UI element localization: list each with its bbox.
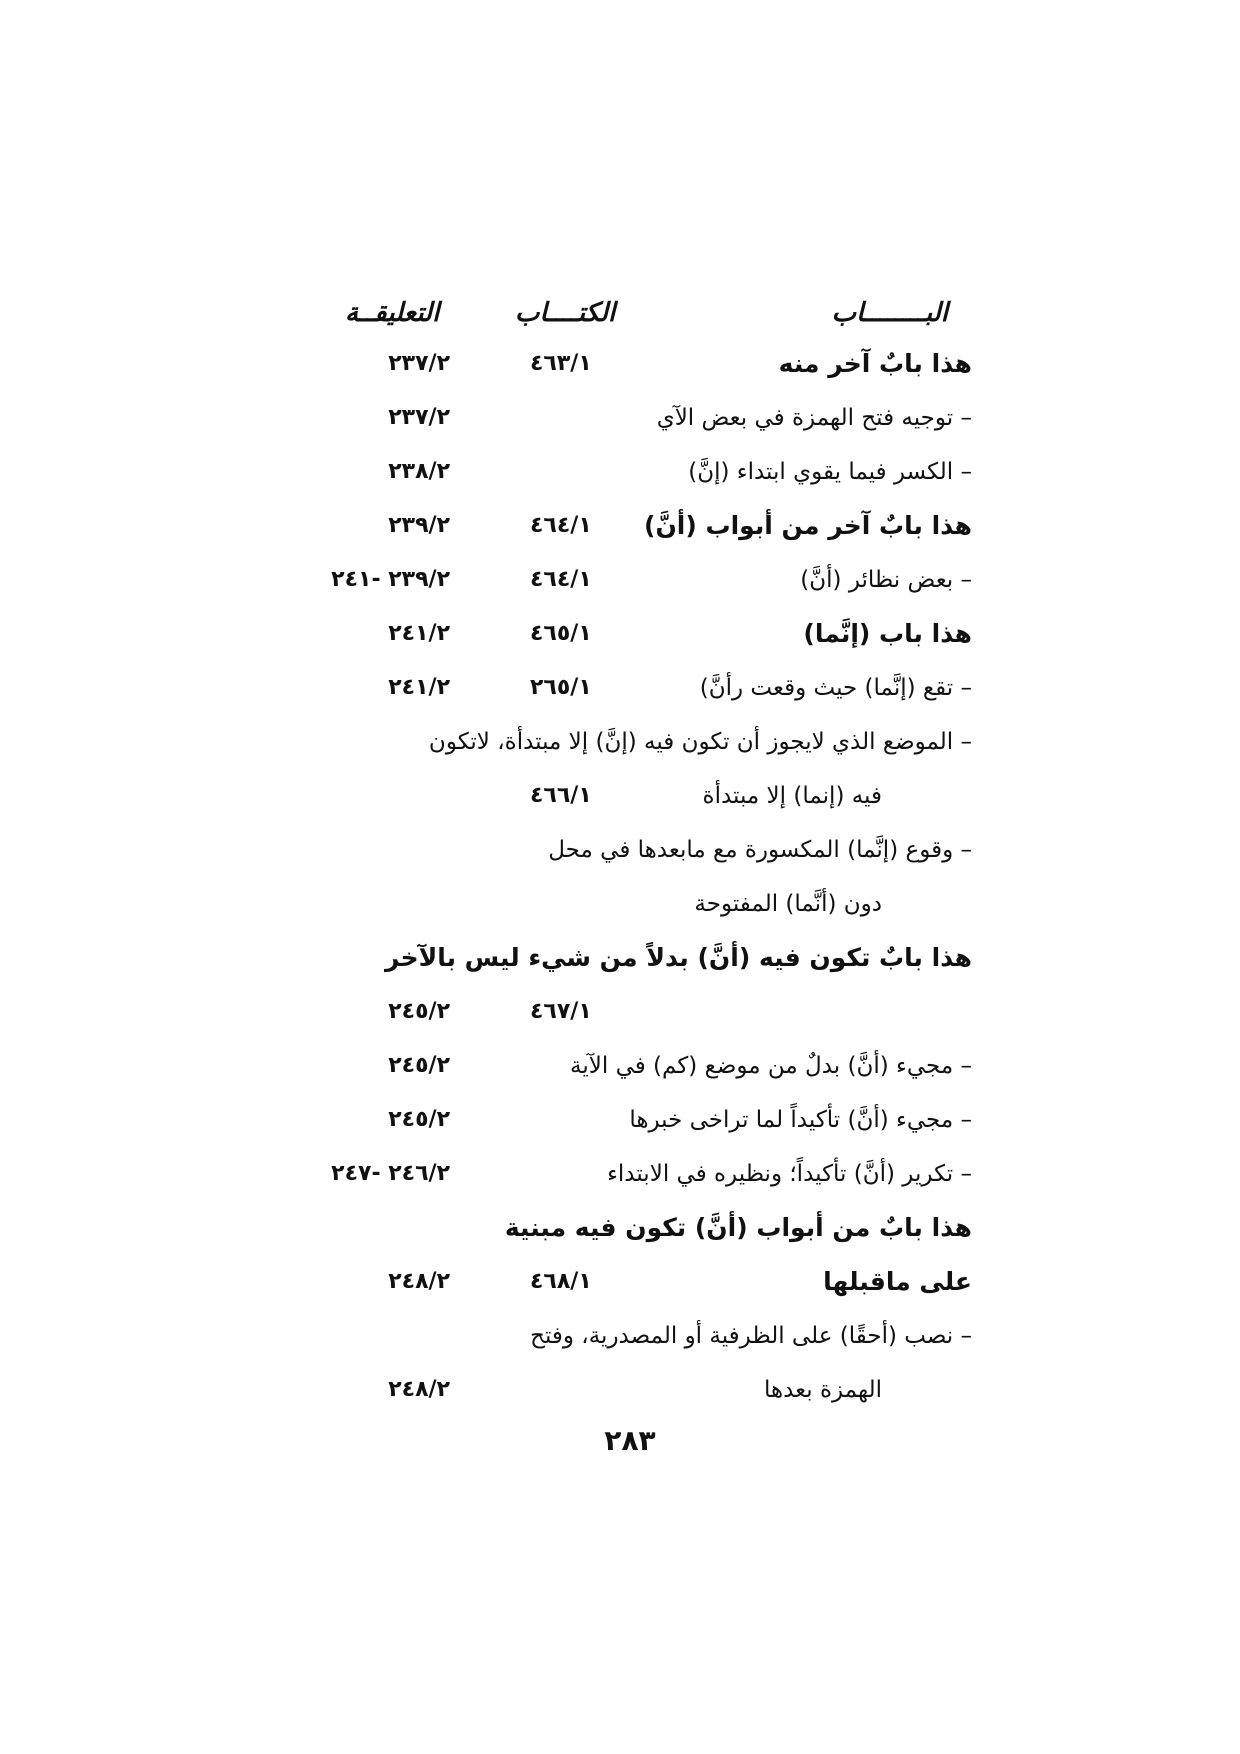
row-title: هذا بابٌ من أبواب (أنَّ) تكون فيه مبنية xyxy=(504,1213,972,1242)
row-title: – توجيه فتح الهمزة في بعض الآي xyxy=(656,405,972,431)
page-number: ٢٨٣ xyxy=(604,1424,656,1457)
row-title: – تقع (إنَّما) حيث وقعت رأنَّ) xyxy=(699,675,972,701)
index-row xyxy=(0,502,1240,550)
row-taliqa-ref: ٢٤٦/٢ -٢٤٧ xyxy=(331,1161,450,1186)
row-title: – بعض نظائر (أنَّ) xyxy=(800,567,972,593)
header-taliqa: التعليقــة xyxy=(345,298,440,328)
row-title: – تكرير (أنَّ) تأكيداً؛ ونظيره في الابتداء xyxy=(607,1161,972,1187)
row-title: – الكسر فيما يقوي ابتداء (إنَّ) xyxy=(688,459,972,485)
index-row xyxy=(0,340,1240,388)
index-row xyxy=(0,988,1240,1036)
index-row xyxy=(0,1366,1240,1414)
row-kitab-ref: ٤٦٧/١ xyxy=(530,999,592,1024)
row-taliqa-ref: ٢٤١/٢ xyxy=(388,675,450,700)
row-title: دون (أنَّما) المفتوحة xyxy=(694,891,882,917)
row-taliqa-ref: ٢٤٥/٢ xyxy=(388,1107,450,1132)
row-taliqa-ref: ٢٣٨/٢ xyxy=(388,459,450,484)
index-row xyxy=(0,664,1240,712)
row-title: فيه (إنما) إلا مبتدأة xyxy=(702,783,882,809)
index-row xyxy=(0,772,1240,820)
index-row xyxy=(0,610,1240,658)
index-row xyxy=(0,394,1240,442)
index-row xyxy=(0,1258,1240,1306)
index-row xyxy=(0,1096,1240,1144)
index-row xyxy=(0,1204,1240,1252)
index-row xyxy=(0,880,1240,928)
row-taliqa-ref: ٢٤٥/٢ xyxy=(388,1053,450,1078)
index-row xyxy=(0,826,1240,874)
index-row xyxy=(0,556,1240,604)
index-row xyxy=(0,718,1240,766)
row-kitab-ref: ٤٦٣/١ xyxy=(530,351,592,376)
index-row xyxy=(0,1150,1240,1198)
row-title: – مجيء (أنَّ) تأكيداً لما تراخى خبرها xyxy=(629,1107,972,1133)
row-kitab-ref: ٤٦٦/١ xyxy=(530,783,592,808)
row-title: هذا بابٌ آخر منه xyxy=(778,349,972,378)
row-kitab-ref: ٢٦٥/١ xyxy=(530,675,592,700)
index-row xyxy=(0,1042,1240,1090)
row-taliqa-ref: ٢٣٩/٢ xyxy=(388,513,450,538)
row-taliqa-ref: ٢٤١/٢ xyxy=(388,621,450,646)
row-kitab-ref: ٤٦٤/١ xyxy=(530,567,592,592)
row-title: – وقوع (إنَّما) المكسورة مع مابعدها في محل xyxy=(548,837,972,863)
header-bab: البــــــــاب xyxy=(831,298,948,328)
table-header xyxy=(0,298,1240,338)
index-row xyxy=(0,1312,1240,1360)
row-taliqa-ref: ٢٤٥/٢ xyxy=(388,999,450,1024)
row-kitab-ref: ٤٦٨/١ xyxy=(530,1269,592,1294)
row-taliqa-ref: ٢٤٨/٢ xyxy=(388,1269,450,1294)
row-taliqa-ref: ٢٤٨/٢ xyxy=(388,1377,450,1402)
row-title: هذا بابٌ تكون فيه (أنَّ) بدلاً من شيء ليس بالآخر xyxy=(385,943,972,972)
row-kitab-ref: ٤٦٥/١ xyxy=(530,621,592,646)
row-title: الهمزة بعدها xyxy=(763,1377,882,1403)
row-title: هذا باب (إنَّما) xyxy=(803,619,972,648)
row-title: هذا بابٌ آخر من أبواب (أنَّ) xyxy=(644,511,972,540)
row-title: – مجيء (أنَّ) بدلٌ من موضع (كم) في الآية xyxy=(570,1053,972,1079)
row-taliqa-ref: ٢٣٧/٢ xyxy=(388,351,450,376)
row-taliqa-ref: ٢٣٩/٢ -٢٤١ xyxy=(331,567,450,592)
row-kitab-ref: ٤٦٤/١ xyxy=(530,513,592,538)
index-row xyxy=(0,934,1240,982)
row-title: – نصب (أحقًا) على الظرفية أو المصدرية، وفتح xyxy=(530,1323,972,1349)
header-kitab: الكتــــاب xyxy=(515,298,616,328)
row-taliqa-ref: ٢٣٧/٢ xyxy=(388,405,450,430)
row-title: – الموضع الذي لايجوز أن تكون فيه (إنَّ) إلا مبتدأة، لاتكون xyxy=(428,729,972,755)
index-row xyxy=(0,448,1240,496)
row-title: على ماقبلها xyxy=(823,1267,972,1296)
